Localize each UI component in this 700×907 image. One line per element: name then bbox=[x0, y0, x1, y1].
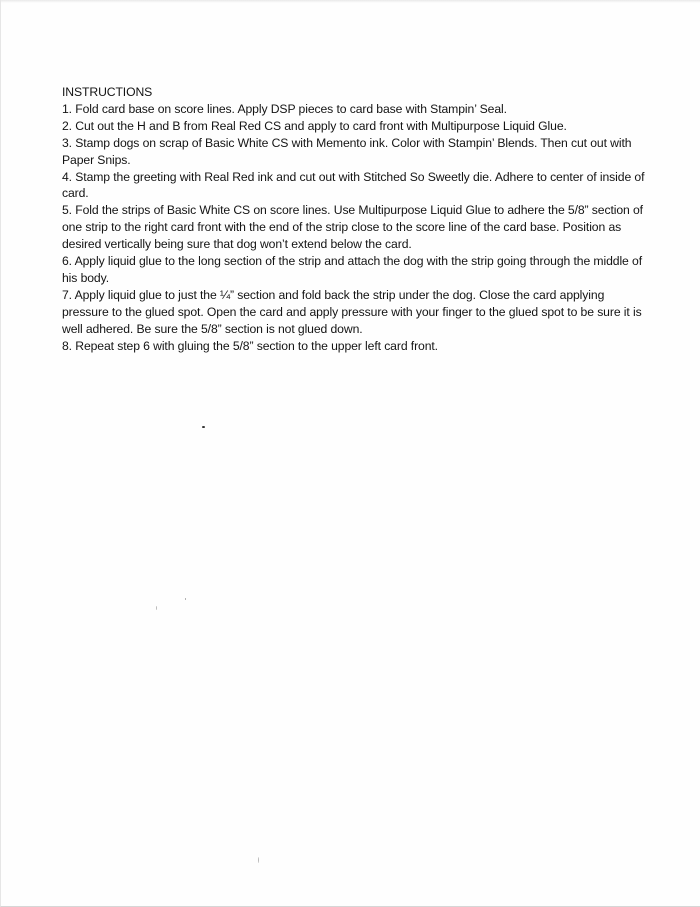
step-8: 8. Repeat step 6 with gluing the 5/8” section to the upper left card front. bbox=[62, 338, 438, 353]
step-2: 2. Cut out the H and B from Real Red CS and apply to card front with Multipurpose Liquid Glue. bbox=[62, 118, 567, 133]
step-3: 3. Stamp dogs on scrap of Basic White CS with Memento ink. Color with Stampin’ Blends. Then cut out with Paper Snips. bbox=[62, 135, 632, 167]
scan-speck bbox=[156, 606, 157, 610]
step-5: 5. Fold the strips of Basic White CS on score lines. Use Multipurpose Liquid Glue to adhere the 5/8” section of one strip to the right card front with the end of the strip close to the score line of the card base. Position as desired vertically being sure that dog won’t extend below the card. bbox=[62, 203, 643, 252]
instructions-heading: INSTRUCTIONS bbox=[62, 85, 153, 99]
scan-edge bbox=[1, 0, 700, 3]
scan-speck bbox=[258, 857, 259, 863]
step-4: 4. Stamp the greeting with Real Red ink and cut out with Stitched So Sweetly die. Adhere to center of inside of card. bbox=[62, 169, 645, 201]
step-1: 1. Fold card base on score lines. Apply DSP pieces to card base with Stampin’ Seal. bbox=[62, 101, 507, 116]
scan-speck bbox=[202, 426, 205, 428]
instructions-block bbox=[62, 84, 652, 355]
step-6: 6. Apply liquid glue to the long section of the strip and attach the dog with the strip going through the middle of his body. bbox=[62, 254, 642, 285]
step-7: 7. Apply liquid glue to just the ¼” section and fold back the strip under the dog. Close the card applying pressure to the glued spot. Open the card and apply pressure with your finger to the glued spot to be sure it is well adhered. Be sure the 5/8” section is not glued down. bbox=[62, 287, 642, 336]
scan-speck bbox=[185, 598, 186, 600]
